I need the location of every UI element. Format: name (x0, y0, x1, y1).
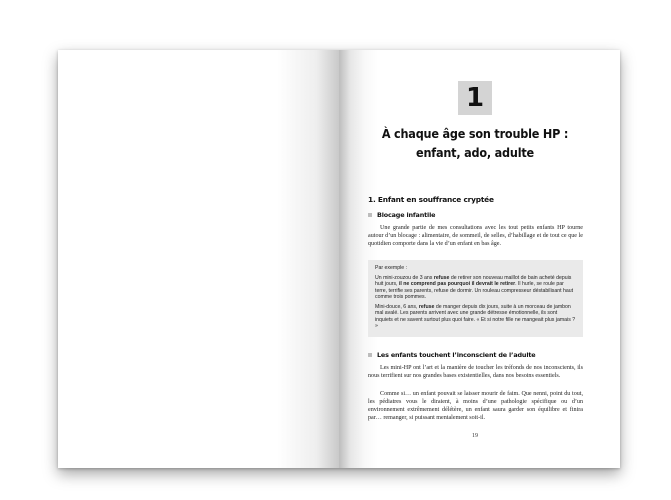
left-page (58, 50, 339, 468)
subsection-heading-inconscient (368, 350, 535, 360)
example-text: de retirer son nouveau maillot de bain acheté depuis huit jours, (375, 274, 572, 287)
page-number: 19 (472, 433, 478, 439)
example-paragraph-1 (375, 275, 576, 301)
chapter-number: 1 (458, 81, 492, 115)
square-bullet-icon (368, 353, 372, 357)
paragraph-blocage: Une grande partie de mes consultations avec les tout petits enfants HP tourne autour d’un blocage : alimentaire, de sommeil, de selles, d’habillage et de tout ce que le quotidien comporte dans la vie d’un enfant en bas âge. (368, 225, 583, 248)
example-label: Par exemple : (375, 265, 408, 271)
example-box (368, 260, 583, 337)
example-emphasis: refuse (433, 274, 450, 281)
example-emphasis: refuse (418, 303, 435, 310)
example-paragraph-2 (375, 304, 576, 330)
example-text: de manger depuis dix jours, suite à un morceau de jambon mal avalé. Les parents arrivent avec une grande détresse émotionnelle, ils sont inquiets et ne savent surtout plus quoi faire. « Et si notre fille ne mangeait plus jamais ? » (375, 303, 576, 329)
section-heading: 1. Enfant en souffrance cryptée (368, 195, 494, 204)
example-text: . Il hurle, se roule par terre, terrifie ses parents, refuse de dormir. Un rouleau compresseur déstabilisant haut comme trois pommes. (375, 281, 574, 300)
example-text: Mini-douce, 6 ans, (375, 303, 419, 310)
example-emphasis: il ne comprend pas pourquoi il devrait le retirer (398, 281, 516, 287)
subsection-heading-blocage (368, 210, 435, 220)
chapter-title (380, 124, 570, 162)
chapter-title-line2: enfant, ado, adulte (416, 145, 534, 160)
chapter-title-line1: À chaque âge son trouble HP : (381, 126, 569, 141)
paragraph-inconscient-2: Comme si… un enfant pouvait se laisser mourir de faim. Que nenni, point du tout, les pédiatres vous le diraient, à moins d’une pathologie spécifique ou d’un environnement extrêmement délétère, un enfant saura garder son équilibre et finira par… remanger, si puissant mentalement soit-il. (368, 391, 583, 422)
square-bullet-icon (368, 213, 372, 217)
example-text: Un mini-zouzou de 3 ans (375, 274, 434, 281)
subsection-heading-text: Blocage infantile (377, 211, 436, 219)
subsection-heading-text: Les enfants touchent l’inconscient de l’adulte (377, 351, 536, 359)
paragraph-inconscient-1: Les mini-HP ont l’art et la manière de toucher les tréfonds de nos inconscients, ils nous terrifient sur nos grandes bases existentielles, dans nos besoins essentiels. (368, 365, 583, 380)
